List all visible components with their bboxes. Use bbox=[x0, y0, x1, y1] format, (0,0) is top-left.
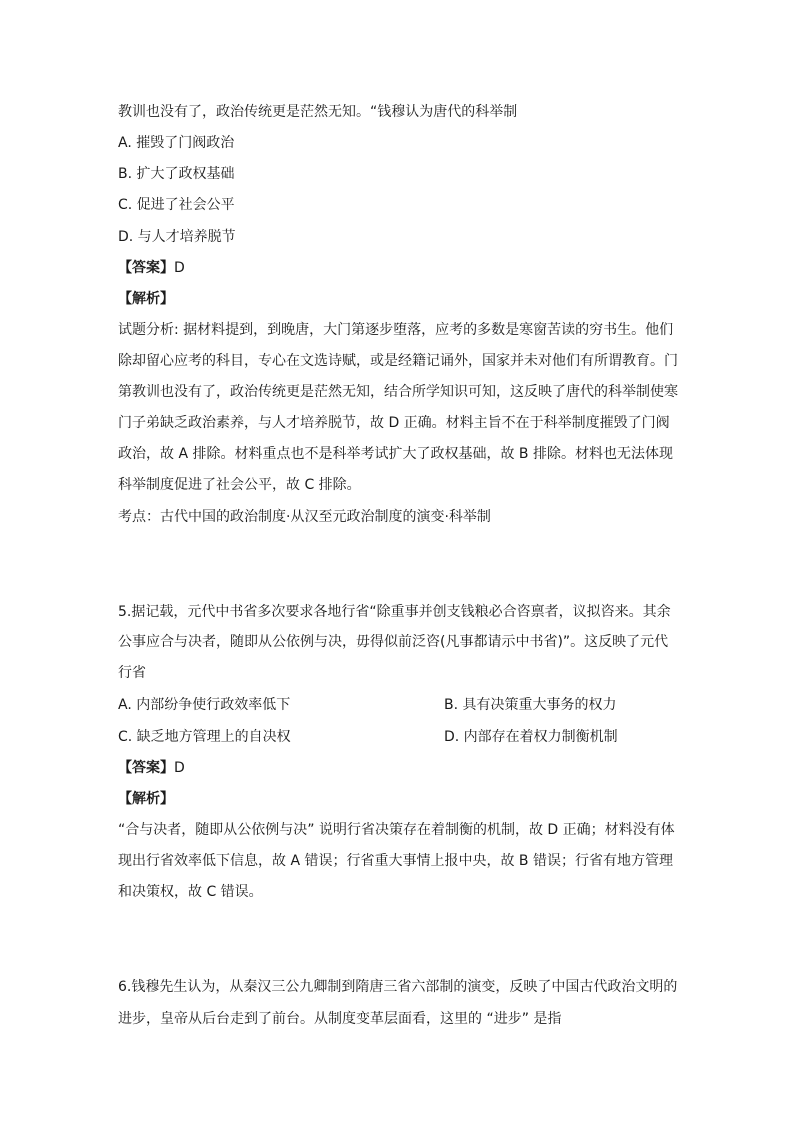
q5-option-b: B. 具有决策重大事务的权力 bbox=[444, 697, 617, 713]
q4-kaodian: 考点：古代中国的政治制度·从汉至元政治制度的演变·科举制 bbox=[118, 509, 491, 525]
q5-answer bbox=[118, 758, 678, 778]
q4-option-b: B. 扩大了政权基础 bbox=[118, 166, 235, 182]
q5-answer-label: 【答案】 bbox=[118, 760, 174, 776]
q4-option-c: C. 促进了社会公平 bbox=[118, 197, 235, 213]
q5-analysis-line-3: 和决策权，故 C 错误。 bbox=[118, 884, 263, 900]
q4-analysis-line-2: 除却留心应考的科目，专心在文选诗赋，或是经籍记诵外，国家并未对他们有所谓教育。门 bbox=[118, 353, 678, 369]
q4-answer-label: 【答案】 bbox=[118, 260, 174, 276]
q5-analysis-line-2: 现出行省效率低下信息，故 A 错误；行省重大事情上报中央，故 B 错误；行省有地方管理 bbox=[118, 853, 673, 869]
q5-answer-value: D bbox=[174, 760, 185, 776]
q5-analysis-line-1: “合与决者，随即从公依例与决” 说明行省决策存在着制衡的机制，故 D 正确；材料没有体 bbox=[118, 822, 675, 838]
q4-analysis-label: 【解析】 bbox=[118, 291, 174, 307]
q4-answer bbox=[118, 258, 678, 278]
q5-option-a: A. 内部纷争使行政效率低下 bbox=[118, 697, 291, 713]
q5-stem-line-1: 5.据记载，元代中书省多次要求各地行省“除重事并创支钱粮必合咨禀者，议拟咨来。其余 bbox=[118, 604, 671, 620]
q5-option-d: D. 内部存在着权力制衡机制 bbox=[444, 729, 618, 745]
q5-stem-line-2: 公事应合与决者，随即从公依例与决，毋得似前泛咨(凡事都请示中书省)”。这反映了元代 bbox=[118, 634, 669, 650]
q4-analysis-line-6: 科举制度促进了社会公平，故 C 排除。 bbox=[118, 477, 361, 493]
q6-stem-line-1: 6.钱穆先生认为，从秦汉三公九卿制到隋唐三省六部制的演变，反映了中国古代政治文明的 bbox=[118, 979, 678, 995]
q6-stem-line-2: 进步，皇帝从后台走到了前台。从制度变革层面看，这里的 “进步” 是指 bbox=[118, 1011, 562, 1027]
q4-analysis-line-5: 政治，故 A 排除。材料重点也不是科举考试扩大了政权基础，故 B 排除。材料也无法体现 bbox=[118, 446, 673, 462]
q5-stem-line-3: 行省 bbox=[118, 665, 146, 681]
q5-option-c: C. 缺乏地方管理上的自决权 bbox=[118, 729, 291, 745]
q4-answer-value: D bbox=[174, 260, 185, 276]
q4-analysis-line-3: 第教训也没有了，政治传统更是茫然无知，结合所学知识可知，这反映了唐代的科举制使寒 bbox=[118, 384, 678, 400]
q4-option-a: A. 摧毁了门阀政治 bbox=[118, 135, 235, 151]
q5-analysis-label: 【解析】 bbox=[118, 791, 174, 807]
q4-analysis-line-1: 试题分析: 据材料提到，到晚唐，大门第逐步堕落，应考的多数是寒窗苦读的穷书生。他们 bbox=[118, 322, 674, 338]
q4-option-d: D. 与人才培养脱节 bbox=[118, 229, 236, 245]
q4-stem-tail: 教训也没有了，政治传统更是茫然无知。“钱穆认为唐代的科举制 bbox=[118, 104, 518, 120]
q4-analysis-line-4: 门子弟缺乏政治素养，与人才培养脱节，故 D 正确。材料主旨不在于科举制度摧毁了门阀 bbox=[118, 415, 670, 431]
